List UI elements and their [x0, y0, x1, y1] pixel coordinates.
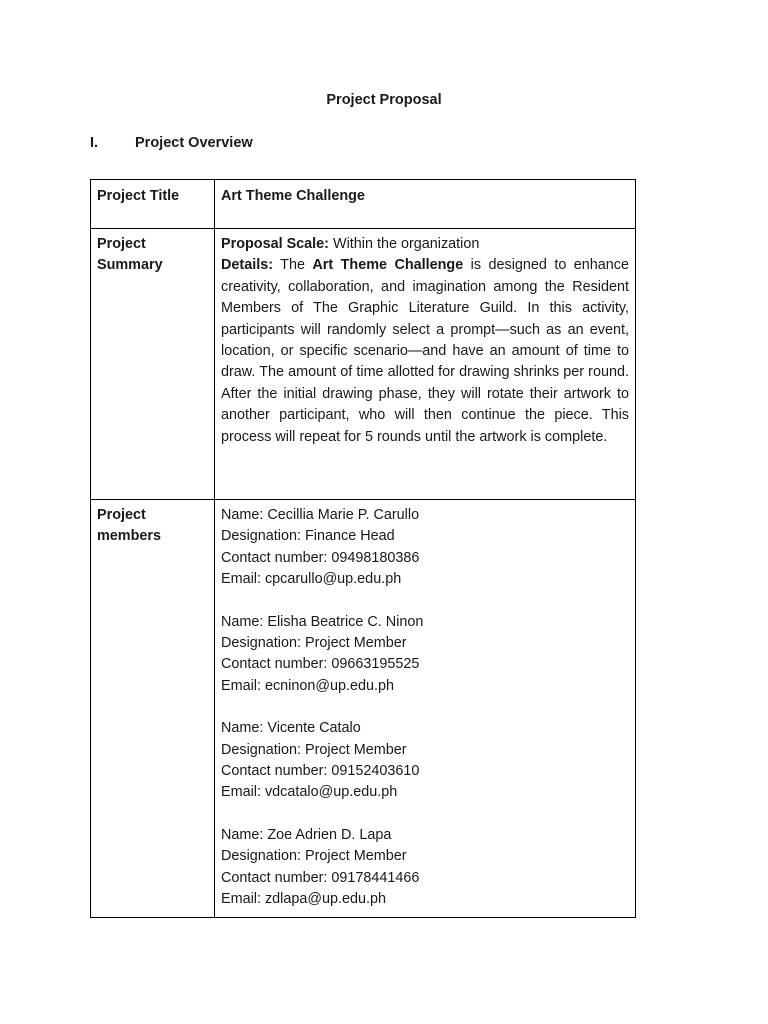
member-name: Name: Cecillia Marie P. Carullo	[221, 507, 420, 523]
project-title-label: Project Title	[91, 180, 215, 229]
details-paragraph	[221, 255, 629, 448]
details-text-pre: The	[272, 257, 313, 274]
project-overview-table	[90, 179, 636, 918]
member-email: Email: zdlapa@up.edu.ph	[221, 891, 387, 908]
table-row-project-members	[91, 500, 636, 918]
details-text-post: is designed to enhance creativity, collaboration, and imagination among the Resident Members of The Graphic Literature Guild. In this activity, participants will randomly select a prompt—such as an event, location, or specific scenario—and have an amount of time to draw. The amount of time allotted for drawing shrinks per round. After the initial drawing phase, they will rotate their artwork to another participant, who will then continue the piece. This process will repeat for 5 rounds until the artwork is complete.	[221, 257, 630, 445]
member-name: Name: Elisha Beatrice C. Ninon	[221, 613, 424, 630]
proposal-scale-label: Proposal Scale:	[221, 236, 329, 252]
member-entry	[221, 612, 629, 698]
section-title: Project Overview	[135, 135, 253, 151]
details-label: Details:	[221, 257, 273, 274]
proposal-scale-line	[221, 234, 629, 255]
project-members-label: Project members	[91, 500, 215, 918]
project-summary-label: Project Summary	[91, 229, 215, 500]
member-name: Name: Vicente Catalo	[221, 720, 361, 737]
details-highlight: Art Theme Challenge	[312, 257, 464, 274]
member-contact: Contact number: 09178441466	[221, 869, 420, 886]
project-title-value: Art Theme Challenge	[215, 180, 636, 229]
member-designation: Designation: Project Member	[221, 635, 407, 652]
table-row-project-title	[91, 180, 636, 229]
member-entry	[221, 825, 629, 911]
member-entry	[221, 505, 629, 591]
member-designation: Designation: Finance Head	[221, 528, 395, 545]
proposal-scale-value: Within the organization	[328, 236, 480, 252]
section-heading	[90, 135, 253, 151]
table-row-project-summary	[91, 229, 636, 500]
section-number: I.	[90, 135, 99, 151]
member-contact: Contact number: 09152403610	[221, 763, 420, 780]
member-designation: Designation: Project Member	[221, 741, 407, 758]
member-name: Name: Zoe Adrien D. Lapa	[221, 826, 392, 843]
document-title: Project Proposal	[326, 92, 442, 108]
member-designation: Designation: Project Member	[221, 848, 407, 865]
project-summary-value	[215, 229, 636, 500]
project-members-value	[215, 500, 636, 918]
member-email: Email: ecninon@up.edu.ph	[221, 677, 395, 694]
member-contact: Contact number: 09498180386	[221, 549, 420, 566]
member-contact: Contact number: 09663195525	[221, 656, 420, 673]
member-entry	[221, 718, 629, 804]
member-email: Email: vdcatalo@up.edu.ph	[221, 784, 398, 801]
member-email: Email: cpcarullo@up.edu.ph	[221, 571, 402, 588]
